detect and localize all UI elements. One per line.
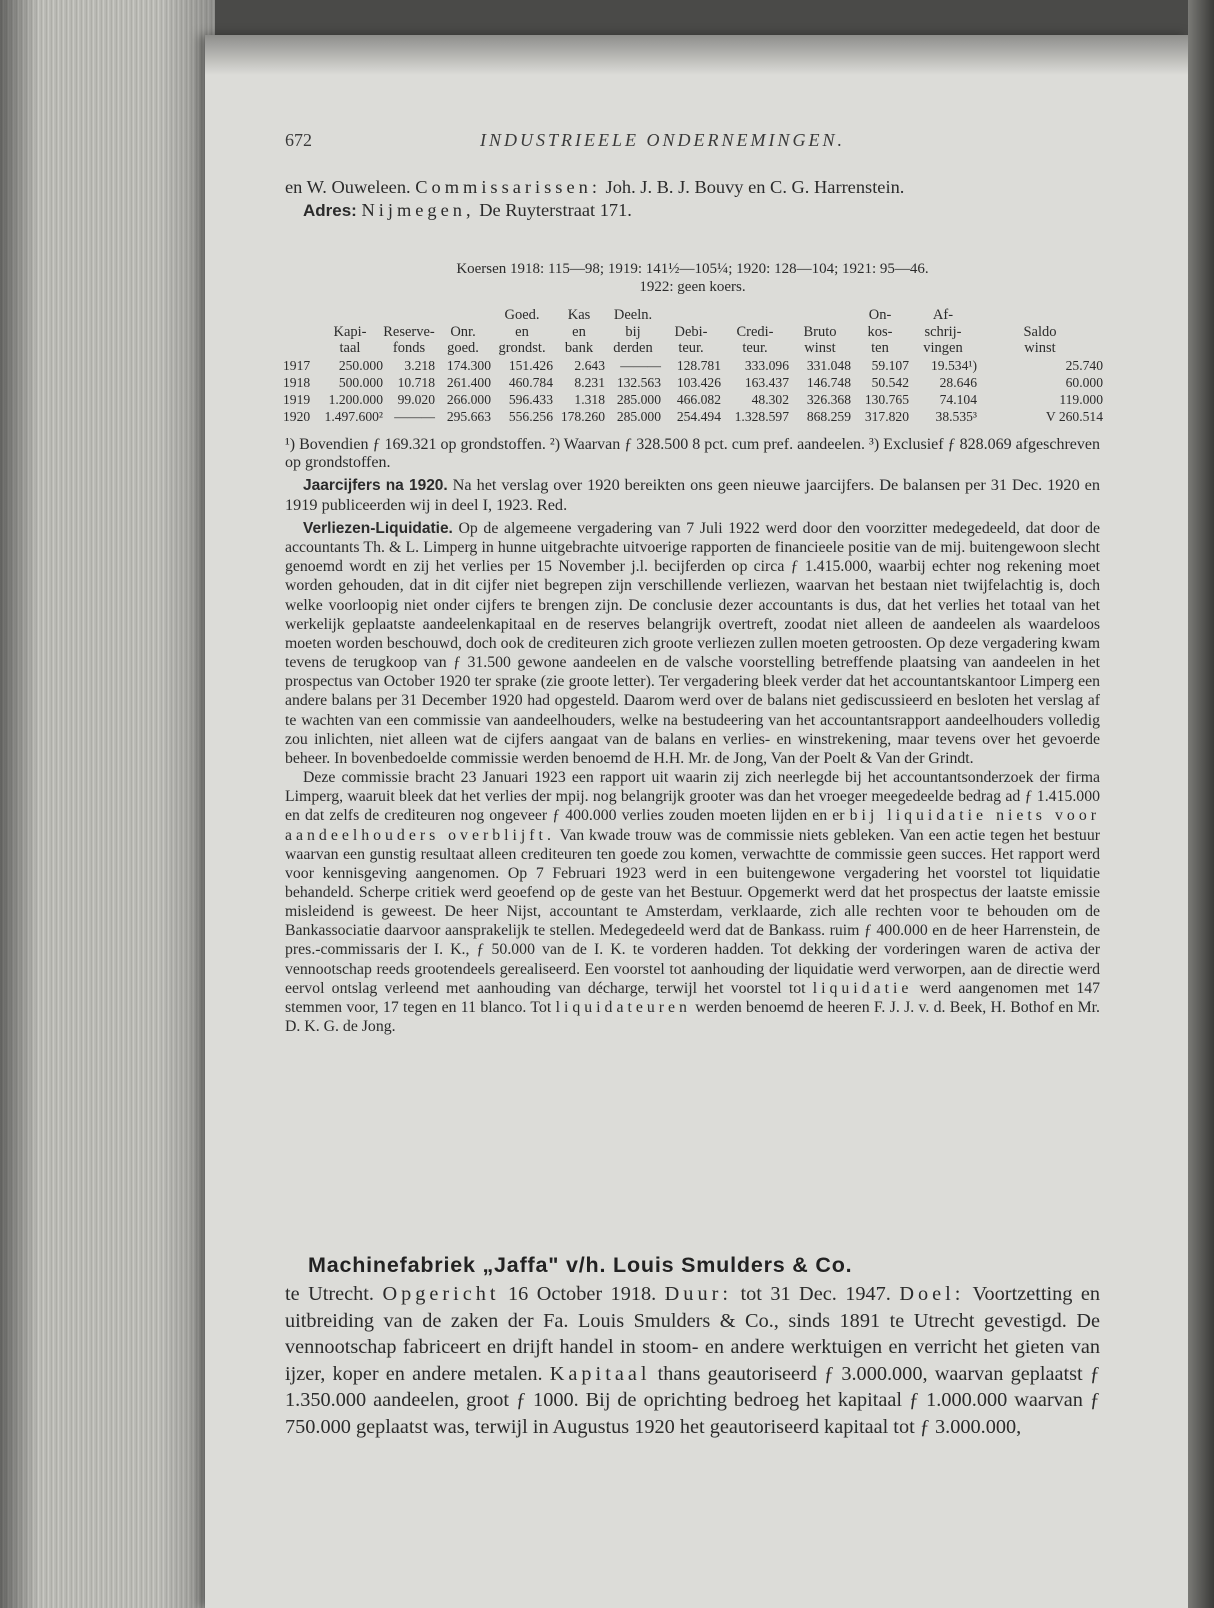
table-cell: 2.643	[574, 357, 605, 373]
table-header-cell: On- kos- ten	[867, 307, 893, 356]
table-cell: 596.433	[508, 391, 553, 407]
verliezen-label: Verliezen-Liquidatie.	[303, 520, 453, 537]
table-cell: 285.000	[616, 391, 661, 407]
page-number: 672	[285, 130, 312, 150]
verliezen-text-2c: werd aangenomen met 147 stemmen voor, 17 tegen en 11 blanco. Tot	[285, 979, 1101, 1016]
table-cell: 128.781	[676, 357, 721, 373]
kapitaal-label: Kapitaal	[549, 1362, 651, 1385]
doel-text: Voortzetting en uitbreiding van de zaken der Fa. Louis Smulders & Co., sinds 1891 te Utrecht gevestigd. De vennootschap fabriceert en drijft handel in stoom- en andere werktuigen en verricht het gieten van ijzer, koper en andere metalen.	[285, 1283, 1100, 1385]
commissarissen-names: Joh. J. B. J. Bouvy en C. G. Harrenstein.	[605, 177, 905, 197]
table-cell: 254.494	[676, 408, 721, 424]
table-header-cell: Onr. goed.	[447, 323, 479, 356]
jaarcijfers-text: Na het verslag over 1920 bereikten ons geen nieuwe jaarcijfers. De balansen per 31 Dec. 1920 en 1919 publiceerden wij in deel I, 1923. Red.	[285, 475, 1100, 514]
table-cell: 19.534¹)	[931, 357, 977, 373]
board-text: en W. Ouweleen.	[285, 177, 411, 197]
table-cell: 60.000	[1065, 374, 1103, 390]
table-cell: 1.497.600²	[324, 408, 383, 424]
table-cell: 285.000	[616, 408, 661, 424]
table-row	[283, 374, 1103, 391]
commissarissen-label: Commissarissen:	[415, 177, 601, 197]
table-header-cell: Debi- teur.	[674, 323, 708, 356]
table-header-cell: Goed. en grondst.	[498, 307, 546, 356]
table-cell: 317.820	[864, 408, 909, 424]
duur-value: tot 31 Dec. 1947.	[740, 1283, 891, 1305]
table-header-cell: Kapi- taal	[333, 323, 367, 356]
verliezen-text-2b: Van kwade trouw was de commissie niets gebleken. Van een actie tegen het bestuur waarvan een gunstig resultaat alleen crediteuren ten goede zou komen, verwachtte de commissie geen succes. Het rapport werd voor kennisgeving aangenomen. Op 7 Februari 1923 werd in een buitengewone vergadering het voorstel tot liquidatie behandeld. Scherpe critiek werd geoefend op de geste van het Bestuur. Opgemerkt werd dat het prospectus der laatste emissie misleidend is geweest. De heer Nijst, accountant te Amsterdam, verklaarde, zich alle rechten voor te behouden om de Bankassociatie daarvoor aansprakelijk te stellen. Medegedeeld werd dat de Bankass. ruim ƒ 400.000 en de heer Harrenstein, de pres.-commissaris der I. K., ƒ 50.000 van de I. K. te vorderen hadden. Tot dekking der vorderingen waren de activa der vennootschap reeds grootendeels gerealiseerd. Een voorstel tot aanhouding der liquidatie werd verworpen, aan de directie werd eervol ontslag verleend met aanhouding van décharge, terwijl het voorstel tot	[285, 826, 1100, 997]
adres-street: De Ruyterstraat 171.	[479, 200, 632, 220]
company-management-block	[285, 176, 1100, 222]
table-footnotes: ¹) Bovendien ƒ 169.321 op grondstoffen. ²) Waarvan ƒ 328.500 8 pct. cum pref. aandeelen. ³) Exclusief ƒ 828.069 afgeschreven op grondstoffen.	[285, 436, 1100, 471]
table-cell: 132.563	[616, 374, 661, 390]
table-cell: 74.104	[939, 391, 977, 407]
table-header-cell	[283, 307, 317, 357]
jaarcijfers-label: Jaarcijfers na 1920.	[303, 477, 448, 494]
table-cell: V 260.514	[1045, 408, 1103, 424]
table-cell: ———	[394, 408, 435, 424]
table-cell: 500.000	[338, 374, 383, 390]
koersen-line-1: Koersen 1918: 115—98; 1919: 141½—105¼; 1920: 128—104; 1921: 95—46.	[456, 261, 929, 277]
table-cell: 3.218	[404, 357, 435, 373]
doel-label: Doel:	[899, 1283, 965, 1305]
table-year-cell: 1920	[283, 408, 311, 424]
running-title: INDUSTRIEELE ONDERNEMINGEN.	[480, 130, 845, 150]
liquidatie-spaced: liquidatie	[812, 979, 913, 997]
table-cell: 99.020	[397, 391, 435, 407]
page-header	[285, 130, 1115, 154]
table-row	[283, 391, 1103, 408]
table-cell: 868.259	[806, 408, 851, 424]
book-right-edge	[1188, 0, 1214, 1608]
table-row	[283, 408, 1103, 425]
table-cell: 250.000	[338, 357, 383, 373]
table-cell: 466.082	[676, 391, 721, 407]
verliezen-text-2a: Deze commissie bracht 23 Januari 1923 een rapport uit waarin zij zich neerlegde bij het accountantsonderzoek der firma Limperg, waaruit bleek dat het verlies der mpij. nog belangrijk grooter was dan het vroeger meegedeelde bedrag ad ƒ 1.415.000 en dat zelfs de crediteuren nog ongeveer ƒ 400.000 verlies zouden moeten lijden en er	[285, 769, 1100, 825]
table-cell: 48.302	[751, 391, 789, 407]
table-header-cell: Deeln. bij derden	[613, 307, 653, 356]
table-header-cell: Reserve- fonds	[383, 323, 435, 356]
table-cell: 130.765	[864, 391, 909, 407]
page-top-shadow	[205, 35, 1190, 75]
table-header-cell: Saldo winst	[1023, 323, 1057, 356]
table-cell: ———	[620, 357, 661, 373]
financial-table	[283, 307, 1103, 425]
table-header-cell: Kas en bank	[564, 307, 594, 356]
table-cell: 103.426	[676, 374, 721, 390]
table-cell: 266.000	[446, 391, 491, 407]
table-cell: 1.318	[574, 391, 605, 407]
jaarcijfers-paragraph	[285, 475, 1100, 514]
verliezen-text-1: Op de algemeene vergadering van 7 Juli 1922 werd door den voorzitter medegedeeld, dat door de accountants Th. & L. Limperg in hunne uitgebrachte uitvoerige rapporten de financieele positie van de mij. buitengewoon slecht genoemd wordt en zij het verlies per 15 November j.l. becijferden op circa ƒ 1.415.000, waarbij echter nog rekening moet worden gehouden, dat in dit cijfer niet begrepen zijn verschillende verliezen, waarvan het bestaan niet twijfelachtig is, doch welke voorloopig niet onder cijfers te brengen zijn. De conclusie dezer accountants is dus, dat het verlies het totaal van het werkelijk geplaatste aandeelenkapitaal en de reserves belangrijk overtreft, zoodat niet alleen de aandeelen als waardeloos moeten worden beschouwd, doch ook de crediteuren zich groote verliezen zullen moeten getroosten. Op deze vergadering kwam tevens de terugkoop van ƒ 31.500 gewone aandeelen en de valsche voorstelling betreffende plaatsing van aandeelen in het prospectus van October 1920 ter sprake (zie groote letter). Ter vergadering bleek verder dat het accountantskantoor Limperg een andere balans per 31 December 1920 had opgesteld. Daarom werd over de balans niet gediscussieerd en besloten het verslag af te wachten van een commissie van aandeelhouders, welke na bestudeering van het accountantsrapport aandeelhouders volledig zou inlichten, niet alleen wat de cijfers aangaat van de balans en verlies- en winstrekening, maar tevens over het gevoerde beheer. In bovenbedoelde commissie werden benoemd de H.H. Mr. de Jong, Van der Poelt & Van der Grindt.	[285, 520, 1100, 767]
verliezen-section	[285, 519, 1100, 1036]
koersen-line-2: 1922: geen koers.	[639, 278, 746, 295]
verliezen-text-2d: werden benoemd de heeren F. J. J. v. d. Beek, H. Bothof en Mr. D. K. G. de Jong.	[285, 998, 1101, 1036]
table-cell: 333.096	[744, 357, 789, 373]
duur-label: Duur:	[664, 1283, 732, 1305]
table-header-row	[283, 307, 1103, 357]
table-cell: 1.200.000	[328, 391, 383, 407]
table-header-cell: Af- schrij- vingen	[923, 307, 963, 356]
table-cell: 50.542	[871, 374, 909, 390]
liquidateuren-spaced: liquidateuren	[555, 998, 691, 1016]
table-header-cell: Credi- teur.	[736, 323, 774, 356]
table-cell: 10.718	[397, 374, 435, 390]
jaffa-location: te Utrecht.	[285, 1283, 374, 1305]
table-cell: 28.646	[939, 374, 977, 390]
kapitaal-text: thans geautoriseerd ƒ 3.000.000, waarvan geplaatst ƒ 1.350.000 aandeelen, groot ƒ 1000. Bij de oprichting bedroeg het kapitaal ƒ 1.000.000 waarvan ƒ 750.000 geplaatst was, terwijl in Augustus 1920 het geautoriseerd kapitaal tot ƒ 3.000.000,	[285, 1362, 1100, 1438]
adres-city: Nijmegen,	[361, 200, 475, 220]
adres-label: Adres:	[303, 201, 357, 220]
jaffa-company-body	[285, 1281, 1100, 1441]
table-cell: 25.740	[1065, 357, 1103, 373]
table-year-cell: 1919	[283, 391, 311, 407]
table-cell: 1.328.597	[734, 408, 789, 424]
table-cell: 146.748	[806, 374, 851, 390]
verliezen-paragraph-1	[285, 519, 1100, 768]
table-cell: 8.231	[574, 374, 605, 390]
table-body	[283, 357, 1103, 425]
table-cell: 460.784	[508, 374, 553, 390]
table-cell: 331.048	[806, 357, 851, 373]
verliezen-paragraph-2	[285, 768, 1100, 1036]
opgericht-label: Opgericht	[382, 1283, 500, 1305]
table-year-cell: 1917	[283, 357, 311, 373]
verliezen-spaced-phrase: bij liquidatie niets voor aandeelhouders overblijft.	[285, 807, 1100, 844]
table-cell: 163.437	[744, 374, 789, 390]
table-cell: 38.535³	[935, 408, 977, 424]
table-cell: 59.107	[871, 357, 909, 373]
table-year-cell: 1918	[283, 374, 311, 390]
jaffa-company-title: Machinefabriek „Jaffa" v/h. Louis Smulders & Co.	[308, 1253, 853, 1277]
table-row	[283, 357, 1103, 374]
table-header-cell: Bruto winst	[803, 323, 837, 356]
book-edge-shadow	[0, 0, 215, 1608]
table-cell: 326.368	[806, 391, 851, 407]
table-cell: 261.400	[446, 374, 491, 390]
opgericht-date: 16 October 1918.	[508, 1283, 657, 1305]
table-cell: 178.260	[560, 408, 605, 424]
table-cell: 295.663	[446, 408, 491, 424]
koersen-block	[285, 261, 1100, 296]
table-cell: 119.000	[1059, 391, 1103, 407]
table-cell: 151.426	[508, 357, 553, 373]
table-cell: 174.300	[446, 357, 491, 373]
table-cell: 556.256	[508, 408, 553, 424]
